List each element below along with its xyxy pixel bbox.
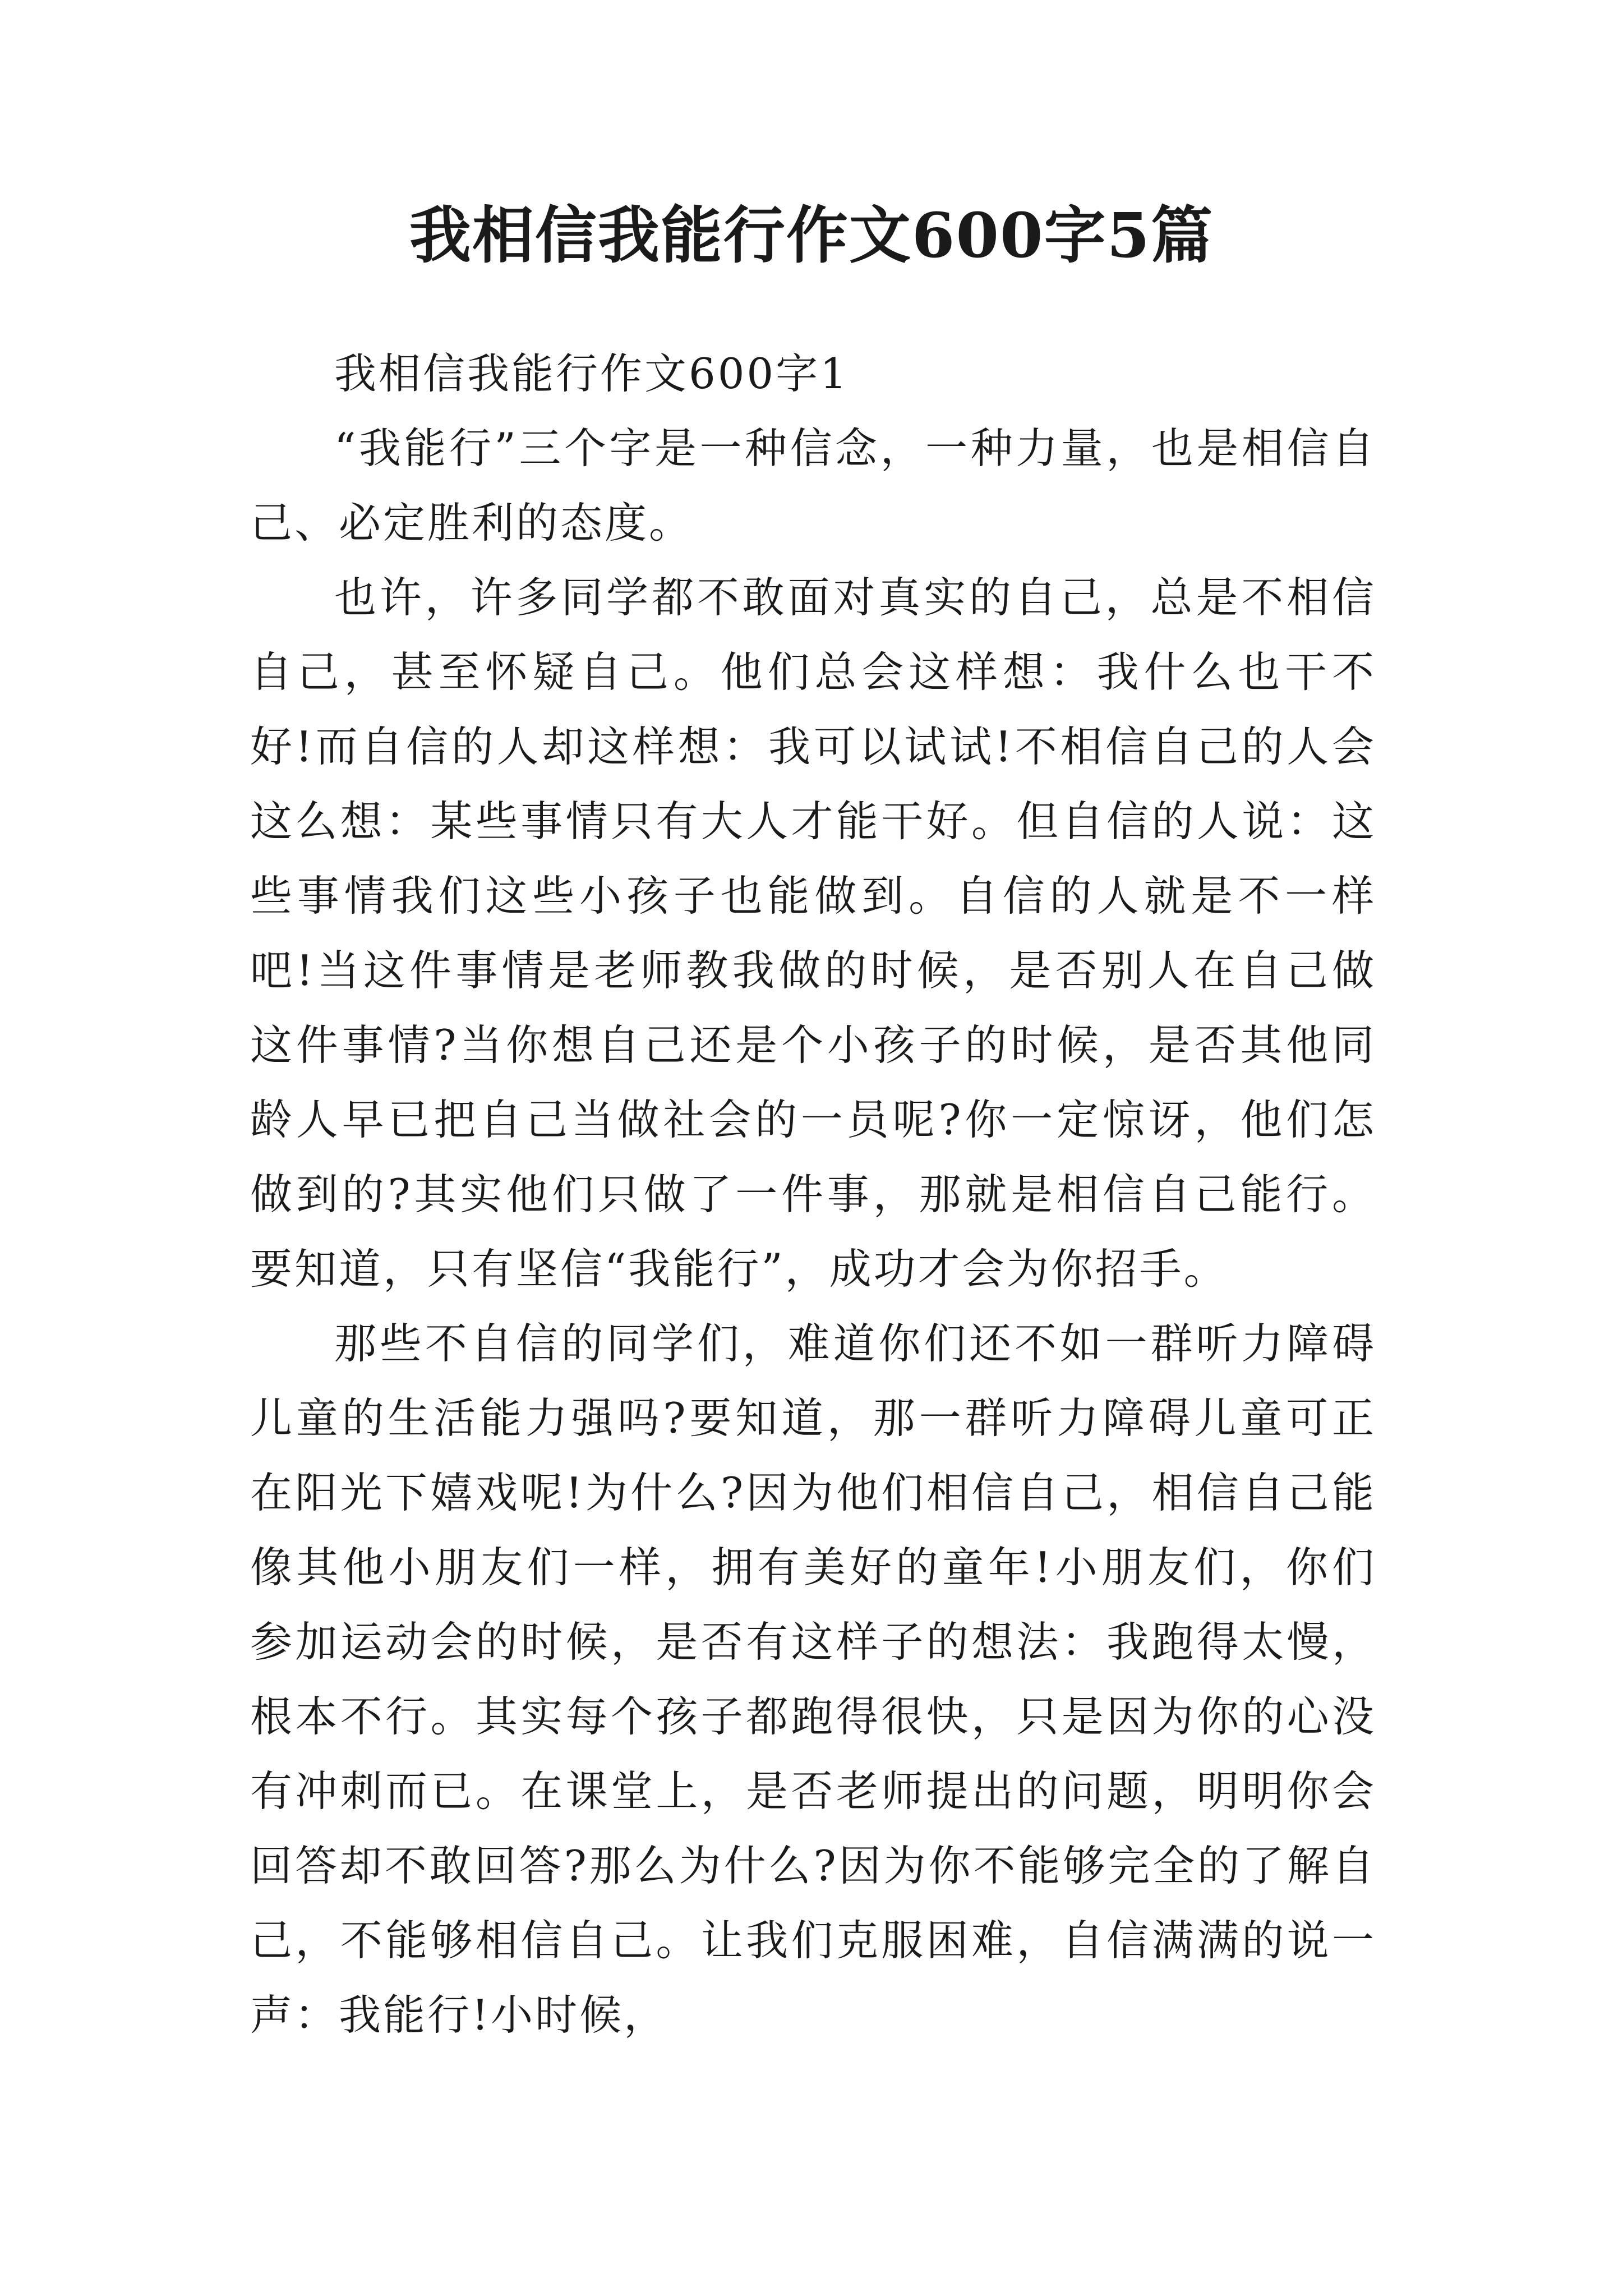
paragraph-1: “我能行”三个字是一种信念，一种力量，也是相信自己、必定胜利的态度。 <box>250 424 1376 547</box>
paragraph-3: 那些不自信的同学们，难道你们还不如一群听力障碍儿童的生活能力强吗?要知道，那一群听力障碍儿童可正在阳光下嬉戏呢!为什么?因为他们相信自己，相信自己能像其他小朋友们一样，拥有美好的童年!小朋友们，你们参加运动会的时候，是否有这样子的想法：我跑得太慢，根本不行。其实每个孩子都跑得很快，只是因为你的心没有冲刺而已。在课堂上，是否老师提出的问题，明明你会回答却不敢回答?那么为什么?因为你不能够完全的了解自己，不能够相信自己。让我们克服困难，自信满满的说一声：我能行!小时候， <box>250 1319 1376 2040</box>
document-title: 我相信我能行作文600字5篇 <box>409 199 1214 272</box>
document-body <box>250 337 1376 2053</box>
paragraph-2: 也许，许多同学都不敢面对真实的自己，总是不相信自己，甚至怀疑自己。他们总会这样想：我什么也干不好!而自信的人却这样想：我可以试试!不相信自己的人会这么想：某些事情只有大人才能干好。但自信的人说：这些事情我们这些小孩子也能做到。自信的人就是不一样吧!当这件事情是老师教我做的时候，是否别人在自己做这件事情?当你想自己还是个小孩子的时候，是否其他同龄人早已把自己当做社会的一员呢?你一定惊讶，他们怎做到的?其实他们只做了一件事，那就是相信自己能行。要知道，只有坚信“我能行”，成功才会为你招手。 <box>250 573 1376 1294</box>
section-heading: 我相信我能行作文600字1 <box>334 349 849 398</box>
